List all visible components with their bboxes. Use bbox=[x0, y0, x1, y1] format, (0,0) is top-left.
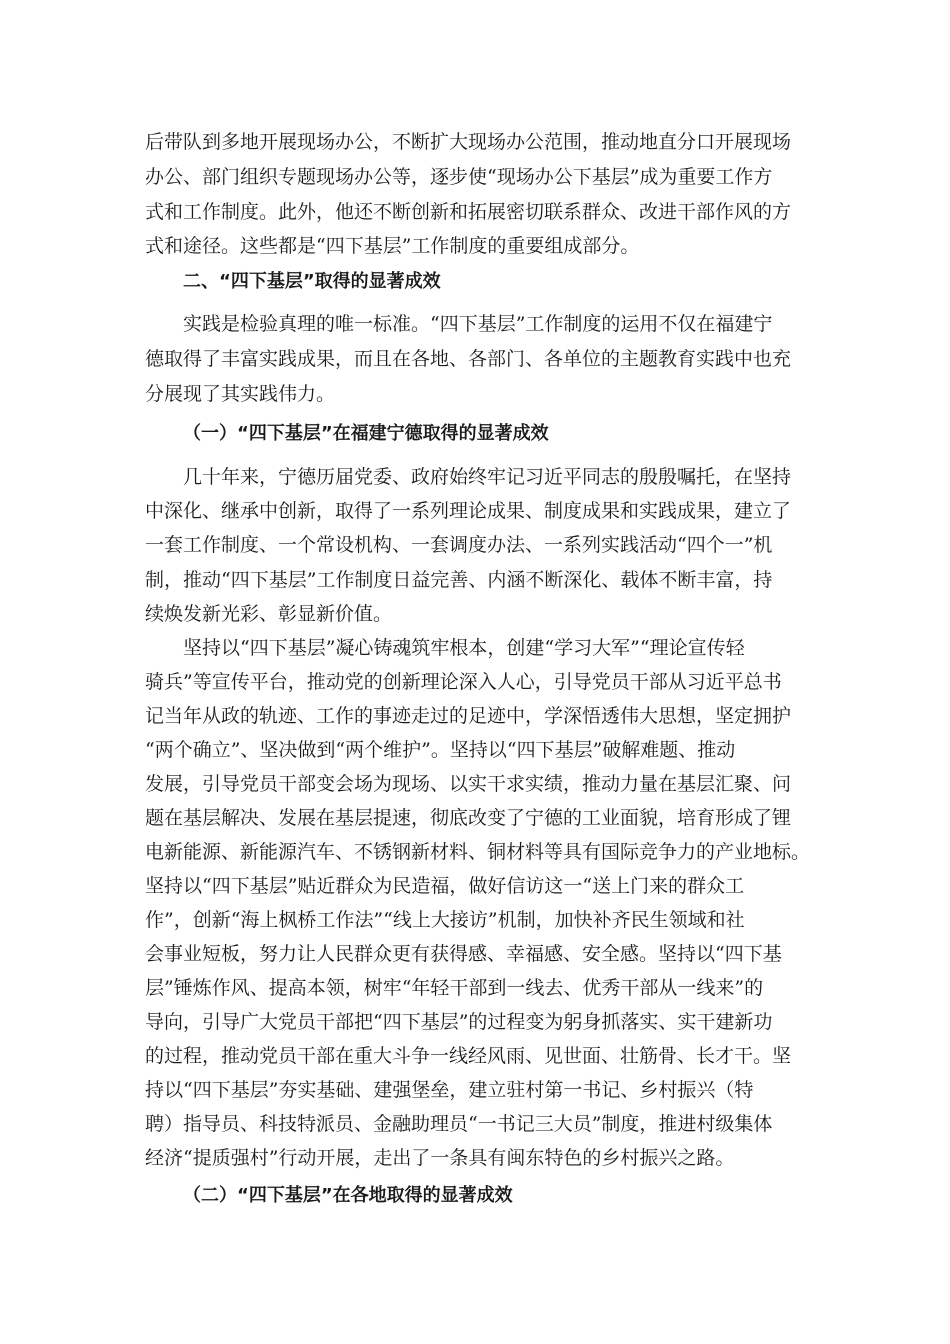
subsection-heading: （一）“四下基层”在福建宁德取得的显著成效 bbox=[183, 423, 549, 444]
text-line: 德取得了丰富实践成果，而且在各地、各部门、各单位的主题教育实践中也充 bbox=[145, 348, 792, 370]
text-line: 电新能源、新能源汽车、不锈钢新材料、铜材料等具有国际竞争力的产业地标。 bbox=[145, 841, 811, 863]
text-line: 分展现了其实践伟力。 bbox=[145, 383, 336, 405]
text-line: 后带队到多地开展现场办公，不断扩大现场办公范围，推动地直分口开展现场 bbox=[145, 131, 792, 153]
text-line: 经济“提质强村”行动开展，走出了一条具有闽东特色的乡村振兴之路。 bbox=[145, 1147, 735, 1169]
subsection-heading: （二）“四下基层”在各地取得的显著成效 bbox=[183, 1185, 513, 1206]
text-line: 的过程，推动党员干部在重大斗争一线经风雨、见世面、壮筋骨、长才干。坚 bbox=[145, 1045, 792, 1067]
text-line: 办公、部门组织专题现场办公等，逐步使“现场办公下基层”成为重要工作方 bbox=[145, 166, 773, 188]
text-line: 持以“四下基层”夯实基础、建强堡垒，建立驻村第一书记、乡村振兴（特 bbox=[145, 1079, 754, 1101]
text-line: 聘）指导员、科技特派员、金融助理员“一书记三大员”制度，推进村级集体 bbox=[145, 1113, 773, 1135]
text-line: 作”，创新“海上枫桥工作法”“线上大接访”机制，加快补齐民生领域和社 bbox=[145, 909, 745, 931]
text-line: 会事业短板，努力让人民群众更有获得感、幸福感、安全感。坚持以“四下基 bbox=[145, 943, 782, 965]
text-line: 实践是检验真理的唯一标准。“四下基层”工作制度的运用不仅在福建宁 bbox=[183, 313, 773, 335]
text-line: 坚持以“四下基层”贴近群众为民造福，做好信访这一“送上门来的群众工 bbox=[145, 875, 745, 897]
text-line: 一套工作制度、一个常设机构、一套调度办法、一系列实践活动“四个一”机 bbox=[145, 534, 773, 556]
text-line: 发展，引导党员干部变会场为现场、以实干求实绩，推动力量在基层汇聚、问 bbox=[145, 773, 792, 795]
section-heading: 二、“四下基层”取得的显著成效 bbox=[183, 271, 441, 292]
text-line: 骑兵”等宣传平台，推动党的创新理论深入人心，引导党员干部从习近平总书 bbox=[145, 671, 782, 693]
text-line: 中深化、继承中创新，取得了一系列理论成果、制度成果和实践成果，建立了 bbox=[145, 500, 792, 522]
text-line: 续焕发新光彩、彰显新价值。 bbox=[145, 603, 393, 625]
text-line: 层”锤炼作风、提高本领，树牢“年轻干部到一线去、优秀干部从一线来”的 bbox=[145, 977, 764, 999]
text-line: 式和工作制度。此外，他还不断创新和拓展密切联系群众、改进干部作风的方 bbox=[145, 201, 792, 223]
text-line: 坚持以“四下基层”凝心铸魂筑牢根本，创建“学习大军”“理论宣传轻 bbox=[183, 637, 745, 659]
text-line: “两个确立”、坚决做到“两个维护”。坚持以“四下基层”破解难题、推动 bbox=[145, 739, 736, 761]
text-line: 制，推动“四下基层”工作制度日益完善、内涵不断深化、载体不断丰富，持 bbox=[145, 569, 773, 591]
text-line: 导向，引导广大党员干部把“四下基层”的过程变为躬身抓落实、实干建新功 bbox=[145, 1011, 773, 1033]
text-line: 几十年来，宁德历届党委、政府始终牢记习近平同志的殷殷嘱托，在坚持 bbox=[183, 466, 792, 488]
text-line: 题在基层解决、发展在基层提速，彻底改变了宁德的工业面貌，培育形成了锂 bbox=[145, 807, 792, 829]
text-line: 记当年从政的轨迹、工作的事迹走过的足迹中，学深悟透伟大思想，坚定拥护 bbox=[145, 705, 792, 727]
text-line: 式和途径。这些都是“四下基层”工作制度的重要组成部分。 bbox=[145, 235, 640, 257]
